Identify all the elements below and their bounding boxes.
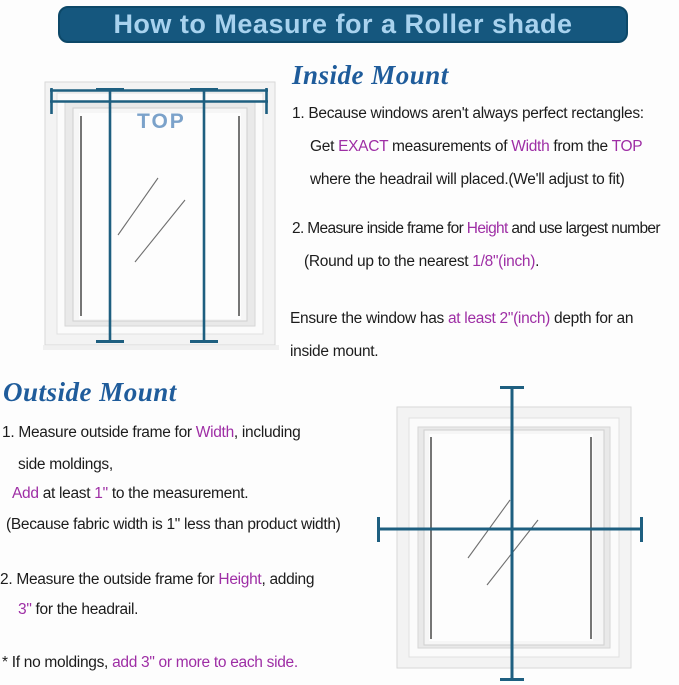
outside-mount-step1-line3: Add at least 1" to the measurement. [12, 485, 249, 502]
top-label: TOP [137, 110, 186, 133]
outside-mount-step2-line2: 3" for the headrail. [18, 601, 139, 618]
outside-mount-footnote: * If no moldings, add 3" or more to each side. [2, 654, 298, 671]
outside-mount-step1-line4: (Because fabric width is 1" less than product width) [6, 516, 341, 533]
outside-mount-window-illustration [377, 386, 643, 681]
inside-mount-note-line2: inside mount. [290, 343, 379, 360]
inside-mount-step1-line1: 1. Because windows aren't always perfect rectangles: [292, 105, 644, 122]
page-title: How to Measure for a Roller shade [58, 6, 628, 43]
outside-mount-step1-line1: 1. Measure outside frame for Width, including [2, 424, 301, 441]
outside-mount-heading: Outside Mount [3, 377, 177, 407]
inside-mount-step2-line2: (Round up to the nearest 1/8"(inch). [304, 253, 540, 270]
inside-mount-step1-line3: where the headrail will placed.(We'll adjust to fit) [310, 171, 625, 188]
outside-mount-step1-line2: side moldings, [18, 456, 113, 473]
outside-mount-step2-line1: 2. Measure the outside frame for Height, adding [0, 571, 315, 588]
inside-mount-note-line1: Ensure the window has at least 2"(inch) depth for an [290, 310, 634, 327]
inside-mount-step1-line2: Get EXACT measurements of Width from the TOP [310, 138, 643, 155]
inside-mount-heading: Inside Mount [292, 60, 449, 90]
inside-mount-step2-line1: 2. Measure inside frame for Height and use largest number [292, 220, 660, 237]
